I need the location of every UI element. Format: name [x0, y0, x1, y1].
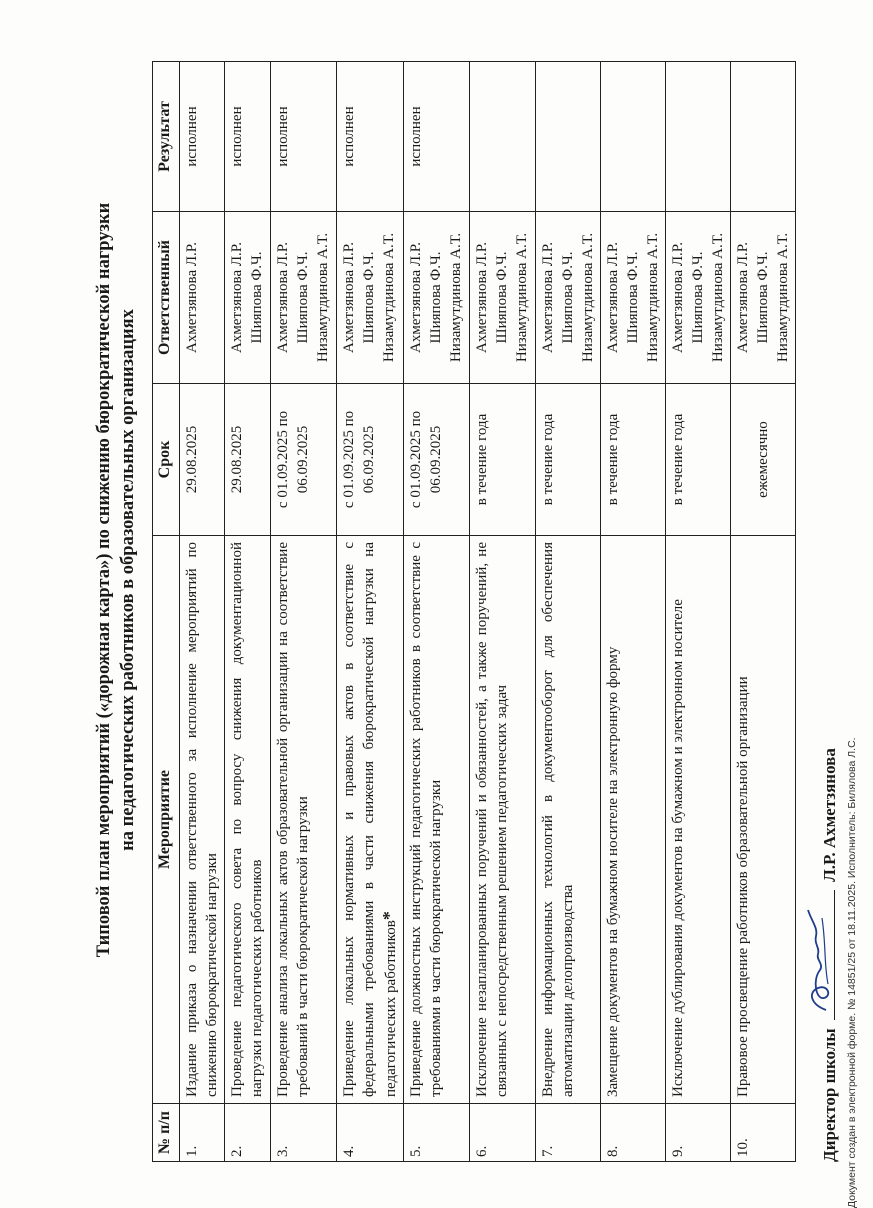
row-responsible: Ахметзянова Л.Р. Шияпова Ф.Ч. Низамутдинова А.Т.: [731, 212, 796, 384]
header-activity: Мероприятие: [153, 536, 180, 1104]
row-responsible: Ахметзянова Л.Р. Шияпова Ф.Ч. Низамутдинова А.Т.: [536, 212, 601, 384]
row-result: [470, 62, 536, 212]
row-responsible: Ахметзянова Л.Р. Шияпова Ф.Ч. Низамутдинова А.Т.: [470, 212, 536, 384]
row-number: 10.: [731, 1104, 796, 1162]
row-term: в течение года: [470, 384, 536, 536]
handwritten-signature: [802, 904, 836, 1014]
row-result: исполнен: [271, 62, 337, 212]
table-row: [470, 62, 536, 1162]
row-term: в течение года: [536, 384, 601, 536]
row-number: 8.: [601, 1104, 666, 1162]
table-row: [337, 62, 404, 1162]
row-result: исполнен: [404, 62, 470, 212]
row-term: в течение года: [666, 384, 731, 536]
row-result: [666, 62, 731, 212]
signature-block: [820, 748, 840, 1162]
row-activity-text: Приведение локальных нормативных и правовых актов в соответствие с федеральными требованиями в части снижения бюрократической нагрузки на педагогических работников: [341, 542, 399, 1097]
table-row: [180, 62, 225, 1162]
signer-title: Директор школы: [820, 1028, 839, 1162]
header-responsible: Ответственный: [153, 212, 180, 384]
row-result: [731, 62, 796, 212]
signer-name: Л.Р. Ахметзянова: [820, 748, 839, 882]
row-number: 1.: [180, 1104, 225, 1162]
title-line-2: на педагогических работников в образовательных организациях: [118, 309, 138, 851]
row-term: с 01.09.2025 по 06.09.2025: [404, 384, 470, 536]
electronic-document-note: Документ создан в электронной форме. № 14851/25 от 18.11.2025. Исполнитель: Билялова Л.С.: [846, 737, 858, 1208]
row-responsible: Ахметзянова Л.Р. Шияпова Ф.Ч. Низамутдинова А.Т.: [404, 212, 470, 384]
row-responsible: Ахметзянова Л.Р. Шияпова Ф.Ч. Низамутдинова А.Т.: [337, 212, 404, 384]
row-activity: Издание приказа о назначении ответственного за исполнение мероприятий по снижению бюрократической нагрузки: [180, 536, 225, 1104]
row-number: 7.: [536, 1104, 601, 1162]
table-row: [666, 62, 731, 1162]
row-number: 6.: [470, 1104, 536, 1162]
row-activity: Исключение дублирования документов на бумажном и электронном носителе: [666, 536, 731, 1104]
header-result: Результат: [153, 62, 180, 212]
row-term: с 01.09.2025 по 06.09.2025: [271, 384, 337, 536]
row-term: 29.08.2025: [180, 384, 225, 536]
row-activity: Правовое просвещение работников образовательной организации: [731, 536, 796, 1104]
row-responsible: Ахметзянова Л.Р. Шияпова Ф.Ч. Низамутдинова А.Т.: [271, 212, 337, 384]
row-number: 9.: [666, 1104, 731, 1162]
row-responsible: Ахметзянова Л.Р.: [180, 212, 225, 384]
row-term: в течение года: [601, 384, 666, 536]
row-activity: Внедрение информационных технологий в документооборот для обеспечения автоматизации делопроизводства: [536, 536, 601, 1104]
row-result: исполнен: [337, 62, 404, 212]
row-term: ежемесячно: [731, 384, 796, 536]
header-term: Срок: [153, 384, 180, 536]
table-row: [225, 62, 271, 1162]
row-result: [536, 62, 601, 212]
row-result: исполнен: [225, 62, 271, 212]
row-activity: Проведение педагогического совета по вопросу снижения документационной нагрузки педагогических работников: [225, 536, 271, 1104]
document-title: [92, 50, 140, 1110]
row-number: 3.: [271, 1104, 337, 1162]
row-number: 5.: [404, 1104, 470, 1162]
roadmap-table: [152, 61, 796, 1162]
row-term: с 01.09.2025 по 06.09.2025: [337, 384, 404, 536]
row-responsible: Ахметзянова Л.Р. Шияпова Ф.Ч. Низамутдинова А.Т.: [666, 212, 731, 384]
table-row: [271, 62, 337, 1162]
row-result: исполнен: [180, 62, 225, 212]
row-activity: Замещение документов на бумажном носителе на электронную форму: [601, 536, 666, 1104]
title-line-1: Типовой план мероприятий («дорожная карта») по снижению бюрократической нагрузки: [94, 202, 114, 958]
row-responsible: Ахметзянова Л.Р. Шияпова Ф.Ч. Низамутдинова А.Т.: [601, 212, 666, 384]
row-activity: [337, 536, 404, 1104]
row-number: 4.: [337, 1104, 404, 1162]
row-result: [601, 62, 666, 212]
row-number: 2.: [225, 1104, 271, 1162]
row-activity: Приведение должностных инструкций педагогических работников в соответствие с требованиями в части бюрократической нагрузки: [404, 536, 470, 1104]
table-row: [404, 62, 470, 1162]
row-responsible: Ахметзянова Л.Р. Шияпова Ф.Ч.: [225, 212, 271, 384]
table-row: [601, 62, 666, 1162]
row-activity: Исключение незапланированных поручений и обязанностей, а также поручений, не связанных с непосредственным решением педагогических задач: [470, 536, 536, 1104]
row-activity: Проведение анализа локальных актов образовательной организации на соответствие требований в части бюрократической нагрузки: [271, 536, 337, 1104]
table-header-row: [153, 62, 180, 1162]
header-num: № п/п: [153, 1104, 180, 1162]
asterisk-mark: *: [379, 911, 399, 921]
table-row: [731, 62, 796, 1162]
table-row: [536, 62, 601, 1162]
row-term: 29.08.2025: [225, 384, 271, 536]
signature-line: [820, 890, 835, 1020]
